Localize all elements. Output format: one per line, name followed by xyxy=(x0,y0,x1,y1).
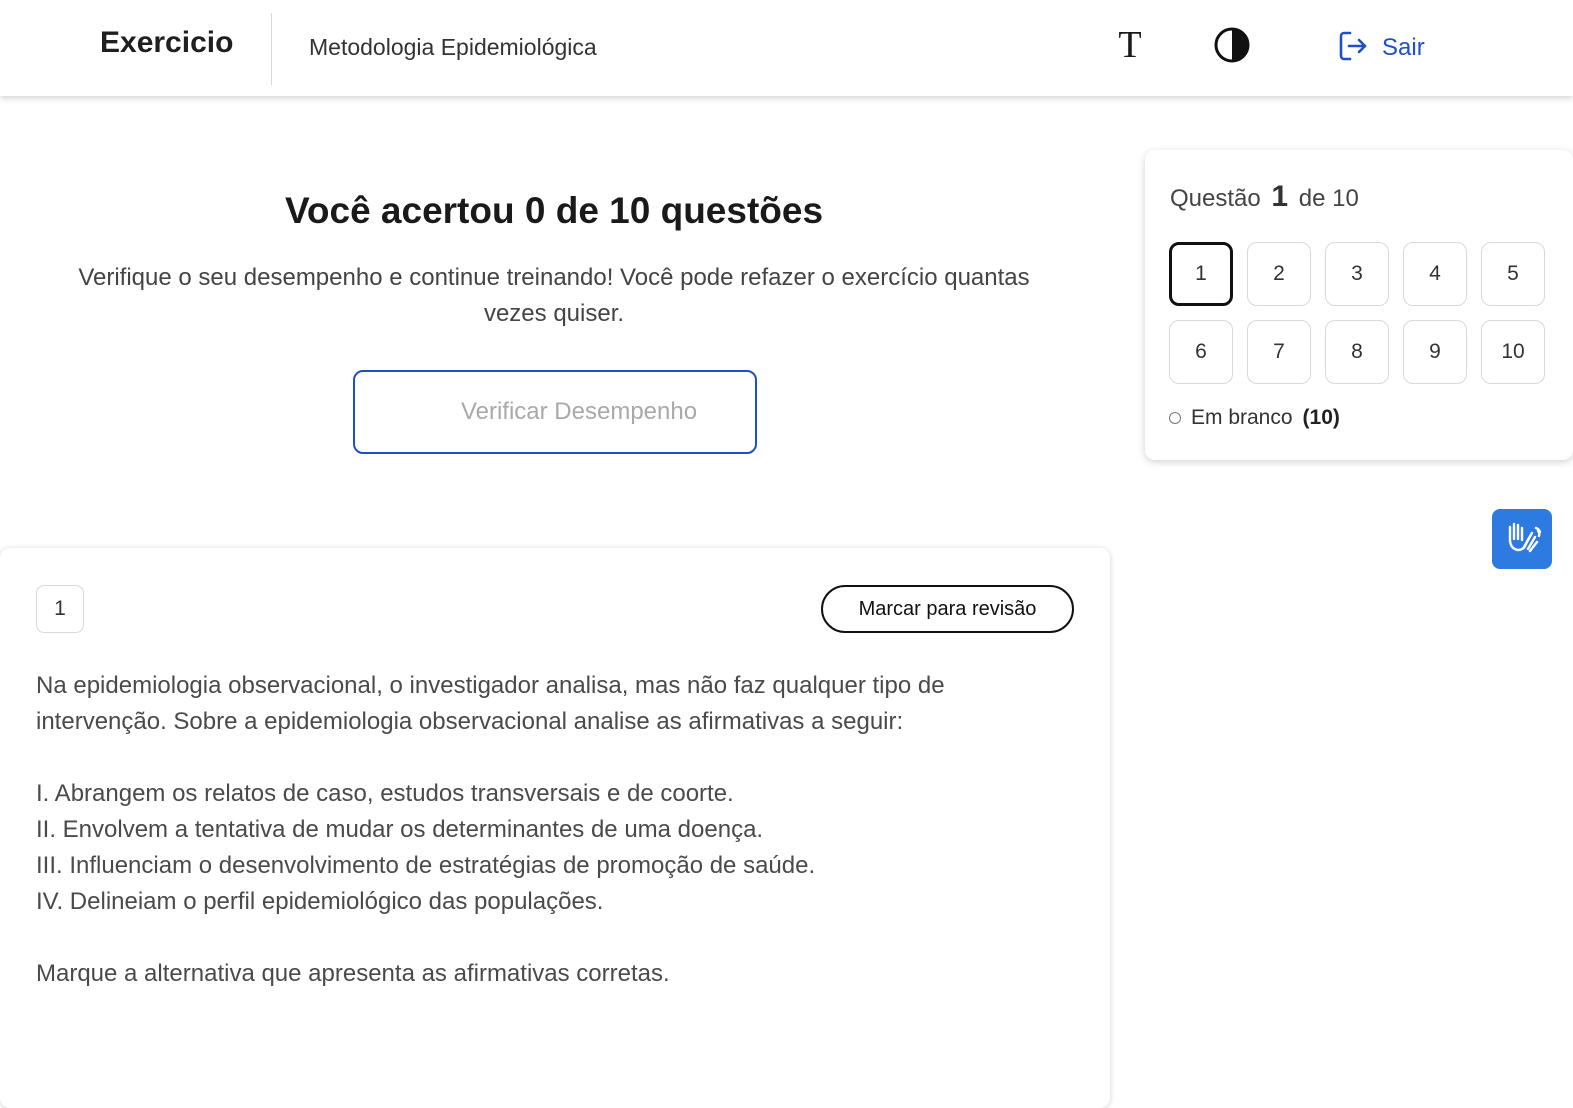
question-button-4[interactable]: 4 xyxy=(1403,242,1467,306)
question-navigator xyxy=(1145,150,1573,460)
header-divider xyxy=(271,13,272,85)
verify-performance-button[interactable]: Verificar Desempenho xyxy=(353,370,757,454)
navigator-label-suffix: de 10 xyxy=(1298,185,1359,212)
statement-2: II. Envolvem a tentativa de mudar os determinantes de uma doença. xyxy=(36,816,764,843)
question-button-5[interactable]: 5 xyxy=(1481,242,1545,306)
question-button-7[interactable]: 7 xyxy=(1247,320,1311,384)
question-intro: Na epidemiologia observacional, o investigador analisa, mas não faz qualquer tipo de intervenção. Sobre a epidemiologia observacional analise as afirmativas a seguir: xyxy=(36,672,945,735)
navigator-title xyxy=(1170,180,1359,214)
statement-4: IV. Delineiam o perfil epidemiológico das populações. xyxy=(36,888,604,915)
font-size-glyph: T xyxy=(1118,24,1142,66)
result-summary xyxy=(0,160,1108,332)
question-button-8[interactable]: 8 xyxy=(1325,320,1389,384)
statement-3: III. Influenciam o desenvolvimento de estratégias de promoção de saúde. xyxy=(36,852,816,879)
question-button-10[interactable]: 10 xyxy=(1481,320,1545,384)
statement-1: I. Abrangem os relatos de caso, estudos transversais e de coorte. xyxy=(36,780,734,807)
question-button-9[interactable]: 9 xyxy=(1403,320,1467,384)
blank-legend-label: Em branco xyxy=(1191,406,1293,429)
logout-icon xyxy=(1336,29,1370,68)
contrast-icon[interactable] xyxy=(1213,26,1251,64)
question-button-6[interactable]: 6 xyxy=(1169,320,1233,384)
question-text xyxy=(36,668,1046,992)
question-button-2[interactable]: 2 xyxy=(1247,242,1311,306)
mark-for-review-button[interactable]: Marcar para revisão xyxy=(821,585,1074,633)
question-card xyxy=(0,548,1110,1108)
font-size-icon[interactable] xyxy=(1112,24,1148,66)
sign-language-button[interactable] xyxy=(1492,509,1552,569)
blank-status-icon xyxy=(1169,412,1181,424)
question-button-3[interactable]: 3 xyxy=(1325,242,1389,306)
logout-button[interactable] xyxy=(1336,28,1425,68)
course-title: Metodologia Epidemiológica xyxy=(309,34,597,60)
question-prompt: Marque a alternativa que apresenta as afirmativas corretas. xyxy=(36,960,670,987)
question-number-badge: 1 xyxy=(36,585,84,633)
top-bar xyxy=(0,0,1573,96)
navigator-label-prefix: Questão xyxy=(1170,185,1261,212)
blank-legend-count: (10) xyxy=(1302,406,1340,429)
logout-label: Sair xyxy=(1382,34,1425,61)
question-grid xyxy=(1169,242,1545,384)
blank-legend xyxy=(1169,406,1340,430)
result-title: Você acertou 0 de 10 questões xyxy=(284,190,824,231)
sign-language-icon xyxy=(1502,517,1542,562)
app-title: Exercicio xyxy=(100,26,234,59)
result-message: Verifique o seu desempenho e continue treinando! Você pode refazer o exercício quantas vezes quiser. xyxy=(78,264,1030,327)
navigator-current: 1 xyxy=(1271,180,1289,213)
question-button-1[interactable]: 1 xyxy=(1169,242,1233,306)
